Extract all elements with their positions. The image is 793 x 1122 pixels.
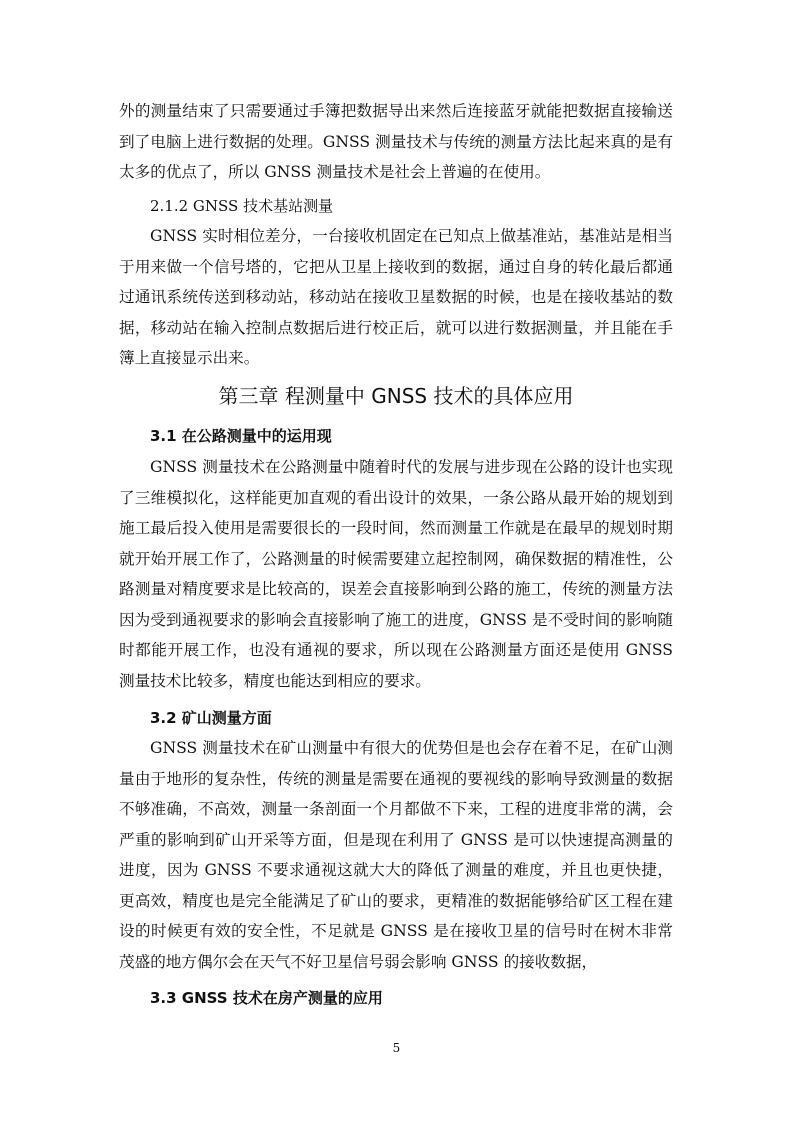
section-heading-3-1: 3.1 在公路测量中的运用现 (150, 427, 332, 445)
section-heading-3-3: 3.3 GNSS 技术在房产测量的应用 (150, 989, 383, 1007)
subsection-heading-2-1-2: 2.1.2 GNSS 技术基站测量 (150, 197, 334, 215)
paragraph-base-station: GNSS 实时相位差分，一台接收机固定在已知点上做基准站，基准站是相当于用来做一个信号塔的，它把从卫星上接收到的数据，通过自身的转化最后都通过通讯系统传送到移动站，移动站在接收卫星数据的时候，也是在接收基站的数据，移动站在输入控制点数据后进行校正后，就可以进行数据测量，并且能在手簿上直接显示出来。 (119, 227, 673, 367)
section-heading-3-2: 3.2 矿山测量方面 (150, 709, 272, 727)
paragraph-continued: 外的测量结束了只需要通过手簿把数据导出来然后连接蓝牙就能把数据直接输送到了电脑上进行数据的处理。GNSS 测量技术与传统的测量方法比起来真的是有太多的优点了，所以 GNSS 测量技术是社会上普遍的在使用。 (119, 102, 673, 181)
paragraph-highway-survey: GNSS 测量技术在公路测量中随着时代的发展与进步现在公路的设计也实现了三维模拟化，这样能更加直观的看出设计的效果，一条公路从最开始的规划到施工最后投入使用是需要很长的一段时间，然而测量工作就是在最早的规划时期就开始开展工作了，公路测量的时候需要建立起控制网，确保数据的精准性，公路测量对精度要求是比较高的，误差会直接影响到公路的施工，传统的测量方法因为受到通视要求的影响会直接影响了施工的进度，GNSS 是不受时间的影响随时都能开展工作，也没有通视的要求，所以现在公路测量方面还是使用 GNSS 测量技术比较多，精度也能达到相应的要求。 (119, 458, 673, 690)
paragraph-mine-survey: GNSS 测量技术在矿山测量中有很大的优势但是也会存在着不足，在矿山测量由于地形的复杂性，传统的测量是需要在通视的要视线的影响导致测量的数据不够准确，不高效，测量一条剖面一个月都做不下来，工程的进度非常的满，会严重的影响到矿山开采等方面，但是现在利用了 GNSS 是可以快速提高测量的进度，因为 GNSS 不要求通视这就大大的降低了测量的难度，并且也更快捷，更高效，精度也是完全能满足了矿山的要求，更精准的数据能够给矿区工程在建设的时候更有效的安全性，不足就是 GNSS 是在接收卫星的信号时在树木非常茂盛的地方偶尔会在天气不好卫星信号弱会影响 GNSS 的接收数据， (119, 739, 673, 971)
page-number: 5 (392, 1041, 401, 1055)
chapter-heading: 第三章 程测量中 GNSS 技术的具体应用 (218, 384, 574, 408)
